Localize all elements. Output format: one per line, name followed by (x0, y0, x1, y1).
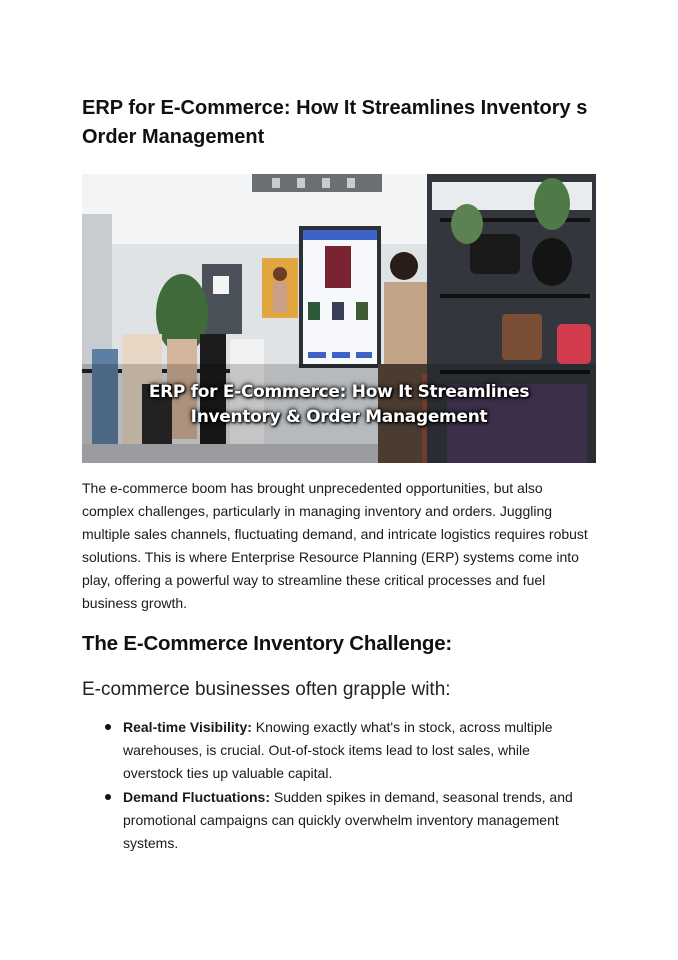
section-lead: E-commerce businesses often grapple with: (82, 679, 451, 700)
list-item (82, 716, 582, 785)
bullet-term: Demand Fluctuations: (123, 789, 271, 805)
bullet-text: Knowing exactly what's in stock, across multiple warehouses, is crucial. Out-of-stock items lead to lost sales, while overstock ties up valuable capital. (123, 719, 553, 781)
bullet-icon (105, 724, 111, 730)
section-heading: The E-Commerce Inventory Challenge: (82, 632, 453, 655)
intro-paragraph: The e-commerce boom has brought unprecedented opportunities, but also complex challenges, particularly in managing inventory and orders. Juggling multiple sales channels, fluctuating demand, and intricate logistics requires robust solutions. This is where Enterprise Resource Planning (ERP) systems come into play, offering a powerful way to streamline these critical processes and fuel business growth. (82, 480, 588, 611)
bullet-text: Sudden spikes in demand, seasonal trends, and promotional campaigns can quickly overwhelm inventory management systems. (123, 789, 573, 851)
bullet-icon (105, 794, 111, 800)
challenge-list (82, 716, 582, 856)
list-item (82, 786, 582, 855)
hero-image (82, 174, 596, 463)
bullet-term: Real-time Visibility: (123, 719, 252, 735)
document-title: ERP for E-Commerce: How It Streamlines Inventory s Order Management (82, 97, 588, 148)
hero-caption: ERP for E-Commerce: How It Streamlines Inventory & Order Management (148, 382, 530, 427)
